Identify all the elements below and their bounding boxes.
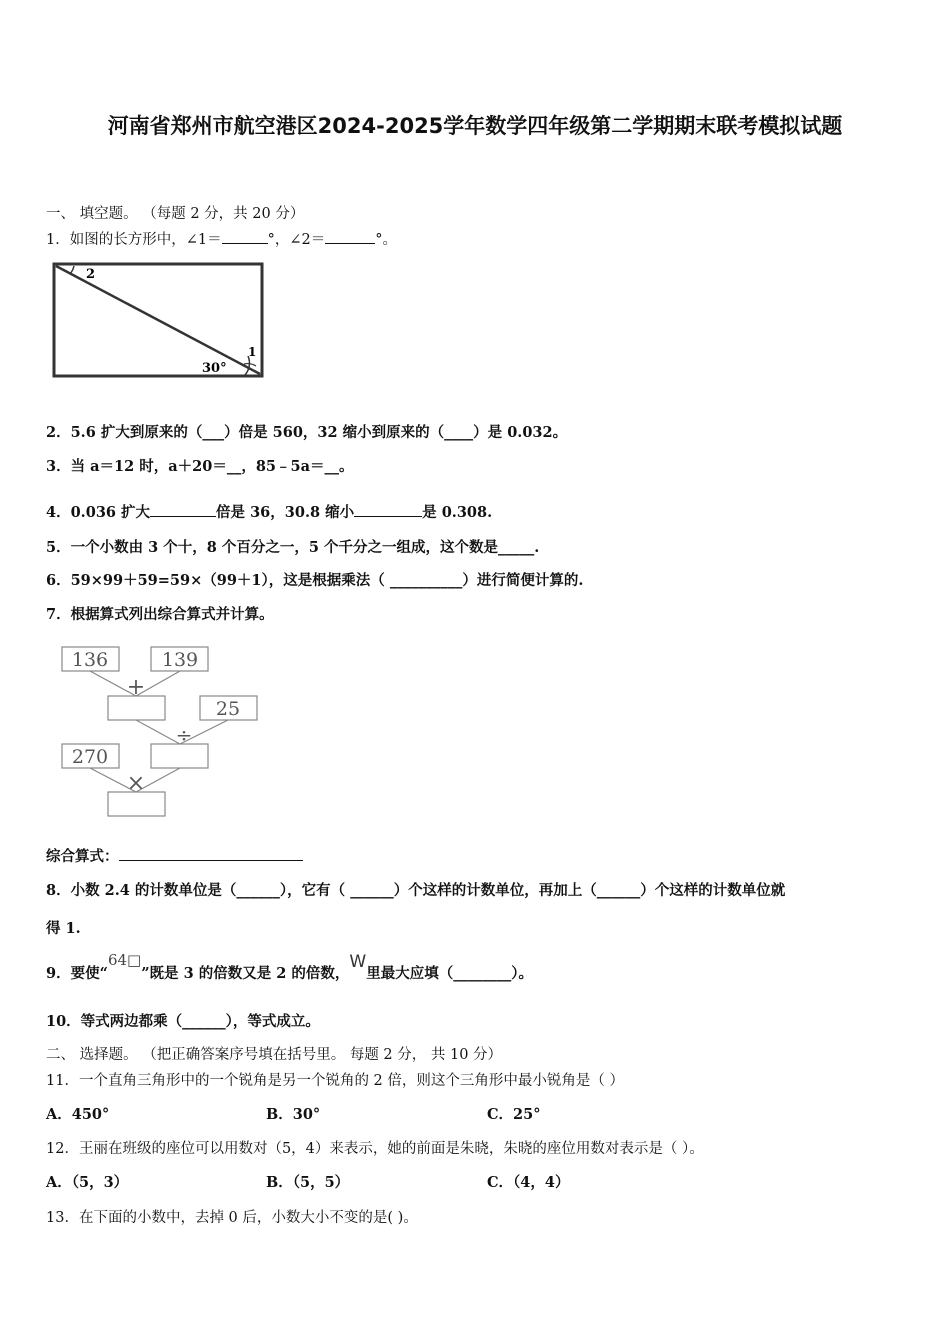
times-icon: ×: [126, 771, 146, 796]
rectangle-diagonal: [56, 266, 260, 374]
q7-answer-label: 综合算式：: [46, 848, 119, 865]
label-136: 136: [71, 649, 109, 671]
q4-blank-1[interactable]: [150, 502, 216, 517]
q4-text-a: 4．0.036 扩大: [46, 504, 151, 521]
q1-text-a: 1．如图的长方形中，∠1＝: [46, 232, 222, 248]
section1-header: 一、 填空题。 （每题 2 分，共 20 分）: [46, 206, 305, 222]
question-12: 12．王丽在班级的座位可以用数对（5，4）来表示，她的前面是朱晓，朱晓的座位用数对表示是（ ）。: [46, 1141, 704, 1157]
q4-text-b: 倍是 36，30.8 缩小: [216, 504, 355, 521]
label-25: 25: [215, 698, 241, 720]
q1-text-b: °，∠2＝: [267, 232, 326, 248]
question-11: 11．一个直角三角形中的一个锐角是另一个锐角的 2 倍，则这个三角形中最小锐角是（ ）: [46, 1073, 624, 1089]
angle-label-1: 1: [248, 345, 257, 359]
q9-text-b: ”既是 3 的倍数又是 2 的倍数，: [141, 965, 350, 982]
question-1: [46, 228, 397, 249]
question-4: [46, 501, 492, 522]
rectangle-figure: [48, 260, 270, 384]
q11-option-a[interactable]: A．450°: [46, 1106, 110, 1123]
q1-blank-1[interactable]: [222, 229, 268, 244]
q12-option-a[interactable]: A．（5，3）: [46, 1174, 129, 1191]
q1-text-c: °。: [375, 232, 397, 248]
question-3: 3．当 a＝12 时，a＋20＝__，85﹣5a＝__。: [46, 458, 354, 475]
q7-answer-blank[interactable]: [119, 846, 303, 861]
divide-icon: ÷: [175, 723, 193, 747]
q12-option-c[interactable]: C．（4，4）: [487, 1174, 570, 1191]
question-6: 6．59×99＋59=59×（99＋1），这是根据乘法（ __________）进行简便计算的.: [46, 572, 584, 589]
angle-label-2: 2: [86, 267, 96, 282]
question-9: [46, 951, 533, 983]
q9-text-c: 里最大应填（________）。: [366, 965, 533, 982]
question-13: 13．在下面的小数中，去掉 0 后，小数大小不变的是( )。: [46, 1210, 418, 1226]
question-10: 10．等式两边都乘（______），等式成立。: [46, 1013, 320, 1030]
section2-header: 二、 选择题。 （把正确答案序号填在括号里。 每题 2 分， 共 10 分）: [46, 1047, 503, 1063]
question-5: 5．一个小数由 3 个十，8 个百分之一，5 个千分之一组成，这个数是_____.: [46, 539, 540, 556]
plus-icon: +: [126, 675, 146, 700]
question-8: 8．小数 2.4 的计数单位是（______），它有（ ______）个这样的计数单位，再加上（______）个这样的计数单位就: [46, 882, 786, 899]
q11-option-b[interactable]: B．30°: [266, 1106, 321, 1123]
question-8-cont: 得 1.: [46, 920, 81, 937]
q9-number-box: 64□: [107, 951, 142, 969]
q12-option-b[interactable]: B．（5，5）: [266, 1174, 350, 1191]
angle-label-30: 30°: [202, 361, 227, 376]
label-139: 139: [161, 649, 199, 671]
calculation-tree: [56, 640, 276, 826]
q9-text-a: 9．要使“: [46, 965, 108, 982]
question-7: 7．根据算式列出综合算式并计算。: [46, 606, 274, 623]
q1-blank-2[interactable]: [325, 229, 375, 244]
q9-w-mark: W: [349, 952, 367, 972]
question-2: 2．5.6 扩大到原来的（___）倍是 560，32 缩小到原来的（____）是 0.032。: [46, 424, 568, 441]
q7-answer-line: [46, 845, 303, 866]
box-quotient[interactable]: [151, 744, 208, 768]
page-title: 河南省郑州市航空港区2024-2025学年数学四年级第二学期期末联考模拟试题: [107, 114, 843, 138]
label-270: 270: [71, 746, 109, 768]
q4-text-c: 是 0.308.: [422, 504, 493, 521]
angle-2-arc: [70, 266, 74, 274]
q11-option-c[interactable]: C．25°: [487, 1106, 541, 1123]
q4-blank-2[interactable]: [354, 502, 422, 517]
